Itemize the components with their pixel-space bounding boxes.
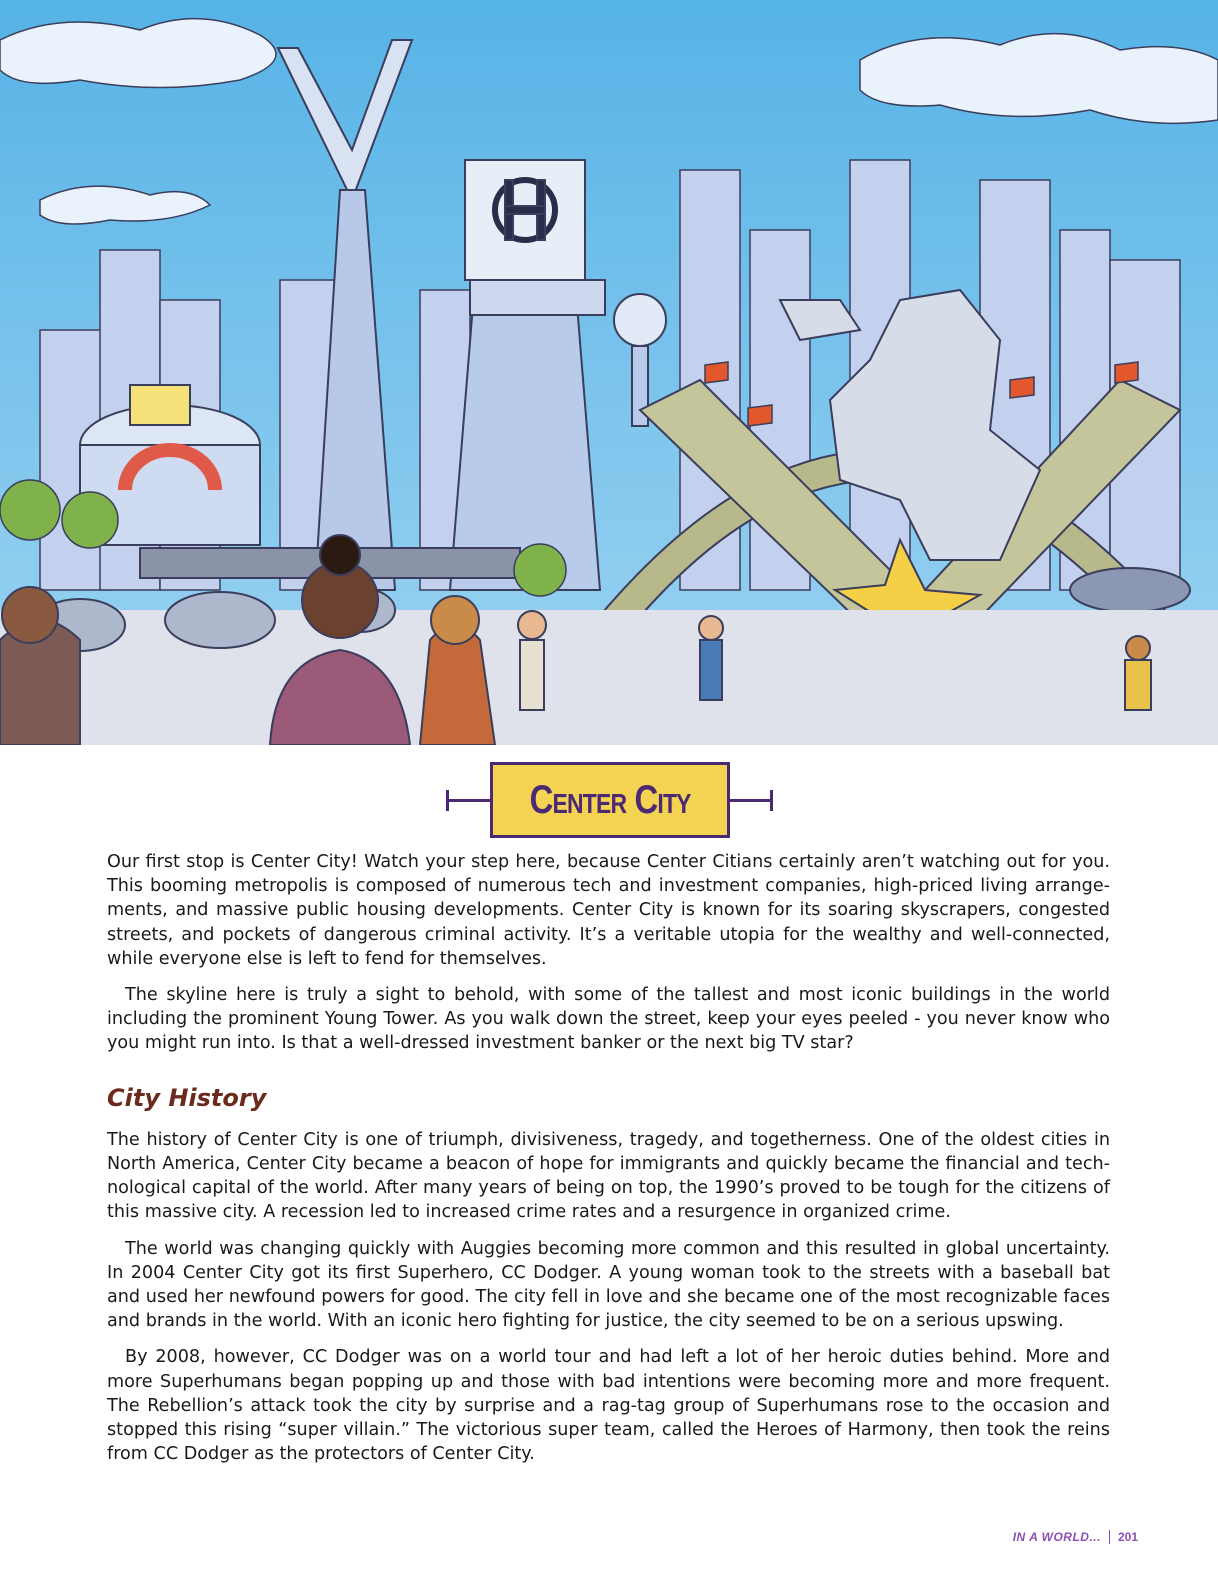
- title-line-left: [448, 799, 490, 802]
- title-box: [490, 762, 730, 838]
- history-paragraph-2: The world was changing quickly with Auggies becoming more common and this resulted in global uncertainty. In 2004 Center City got its first Superhero, CC Dodger. A young woman took to the streets with a baseball bat and used her newfound powers for good. The city fell in love and she became one of the most recognizable faces and brands in the world. With an iconic hero fighting for justice, the city seemed to be on a serious upswing.: [107, 1238, 1110, 1332]
- hero-illustration: [0, 0, 1218, 745]
- history-heading: City History: [107, 1083, 267, 1112]
- title-line-right-cap: [770, 790, 773, 811]
- history-paragraph-1: The history of Center City is one of triumph, divisiveness, tragedy, and togetherness. One of the oldest cities in North America, Center City became a beacon of hope for immigrants and quickly became the financial and tech-nological capital of the world. After many years of being on top, the 1990’s proved to be tough for the citizens of this massive city. A recession led to increased crime rates and a resurgence in organized crime.: [107, 1129, 1110, 1223]
- page-footer: [1013, 1530, 1138, 1544]
- ufo: [1070, 568, 1190, 612]
- intro-paragraph-2: The skyline here is truly a sight to behold, with some of the tallest and most iconic buildings in the world including the prominent Young Tower. As you walk down the street, keep your eyes peeled - you never know who you might run into. Is that a well-dressed investment banker or the next big TV star?: [107, 985, 1110, 1054]
- intro-paragraph-1: Our first stop is Center City! Watch your step here, because Center Citians certainly aren’t watching out for you. This booming metropolis is composed of numerous tech and investment companies, high-priced living arrange-ments, and massive public housing developments. Center City is known for its soaring skyscrapers, congested streets, and pockets of dangerous criminal activity. It’s a veritable utopia for the wealthy and well-connected, while everyone else is left to fend for themselves.: [107, 852, 1110, 969]
- article-body: [107, 850, 1110, 1478]
- history-paragraph-3: By 2008, however, CC Dodger was on a world tour and had left a lot of her heroic duties behind. More and more Superhumans began popping up and those with bad intentions were becoming more and more frequent. The Rebellion’s attack took the city by surprise and a rag-tag group of Superhumans rose to the occasion and stopped this rising “super villain.” The victorious super team, called the Heroes of Harmony, then took the reins from CC Dodger as the protectors of Center City.: [107, 1347, 1110, 1465]
- footer-separator: [1109, 1530, 1110, 1544]
- page-number: 201: [1117, 1530, 1138, 1544]
- city-skyline-illustration: [0, 0, 1218, 745]
- title-line-right: [730, 799, 772, 802]
- section-title-banner: [0, 762, 1218, 838]
- footer-brand: IN A WORLD...: [1012, 1530, 1101, 1544]
- young-tower: [450, 160, 605, 590]
- page-title: Center City: [529, 777, 691, 822]
